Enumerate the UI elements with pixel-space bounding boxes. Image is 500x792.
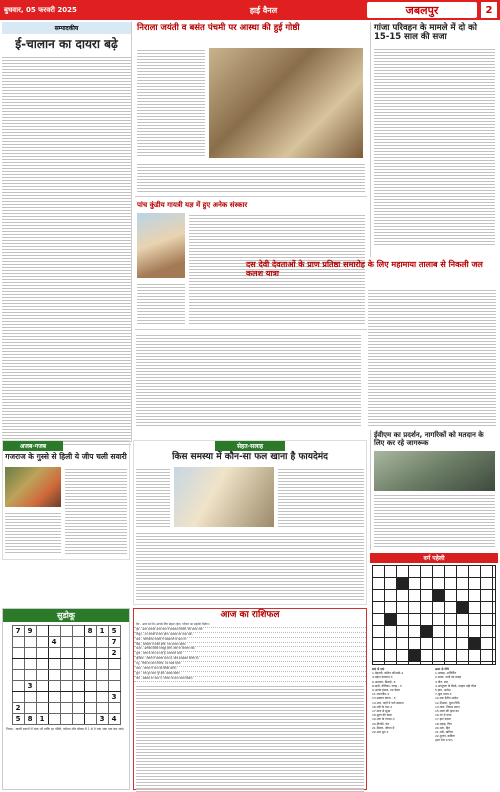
sudoku-cell[interactable] (60, 692, 72, 703)
across-clues (372, 671, 433, 734)
raashifal-section (133, 608, 367, 790)
health-box (133, 440, 367, 605)
sudoku-cell[interactable] (36, 648, 48, 659)
clue-item: 7.फूल माला-3 (435, 692, 452, 697)
sudoku-cell[interactable] (36, 703, 48, 714)
sudoku-cell[interactable] (72, 670, 84, 681)
clue-item: 14.मान, जहाँ में पाने कामना (372, 700, 404, 705)
sudoku-cell[interactable] (60, 626, 72, 637)
sudoku-cell[interactable] (60, 714, 72, 725)
sudoku-cell[interactable] (108, 681, 120, 692)
sudoku-cell[interactable] (108, 659, 120, 670)
down-clues (435, 671, 496, 742)
clue-item: 3.गीत, स्वर (435, 679, 449, 684)
clue-item: 16.नदी के घाट-3 (372, 704, 393, 709)
sudoku-cell[interactable] (36, 692, 48, 703)
sudoku-cell[interactable] (12, 637, 24, 648)
sudoku-cell[interactable] (84, 681, 96, 692)
paper-name: हाई वैनल (249, 5, 278, 15)
clue-item: 10.एक दैवीय आदेश (435, 696, 459, 701)
sudoku-row (12, 714, 120, 725)
sudoku-row (12, 681, 120, 692)
sudoku-cell[interactable] (12, 670, 24, 681)
clue-item: 22.पुराण, कविता (435, 734, 455, 739)
clue-item: 11.नयनगीत-4 (372, 692, 390, 697)
das-devi-story (246, 258, 498, 428)
sudoku-cell[interactable] (72, 626, 84, 637)
editorial-body (2, 55, 131, 445)
health-body-right (278, 467, 364, 527)
sudoku-cell[interactable]: 4 (48, 637, 60, 648)
raashi-item: कन्या - आर्थिक स्थिति मजबूत होगी, खर्च पर नियंत्रण रखें। (134, 647, 366, 652)
sudoku-row (12, 626, 120, 637)
sudoku-cell[interactable] (24, 670, 36, 681)
clue-item: 4.महान बलवान-3 (372, 675, 393, 680)
sudoku-cell[interactable] (84, 648, 96, 659)
clue-item: 17.हाट बदला (435, 717, 451, 722)
clue-item: 17.कण से सूक्ष्म (372, 709, 391, 714)
sudoku-cell[interactable]: 5 (12, 714, 24, 725)
sudoku-cell[interactable] (96, 703, 108, 714)
sudoku-cell[interactable] (12, 659, 24, 670)
sudoku-cell[interactable] (24, 637, 36, 648)
sudoku-row (12, 670, 120, 681)
ajab-tag: अजब-गजब (3, 441, 63, 451)
clue-item: 21.सिगार, जीवन में (372, 725, 395, 730)
raashi-item: कुंभ - रुके हुए काम पूरे होंगे, उत्साह बढ़ेगा। (134, 672, 366, 677)
sudoku-cell[interactable] (48, 681, 60, 692)
clue-item: 5.हाय, आदेश (435, 688, 451, 693)
gayatri-headline: पांच कुंडीय गायत्री यज्ञ में हुए अनेक संस्कार (137, 201, 248, 209)
ajab-photo (5, 467, 61, 507)
ajab-body-left (5, 511, 61, 555)
raashi-item: धनु - मित्रों का साथ मिलेगा, मन प्रसन्न रहेगा। (134, 662, 366, 667)
sudoku-cell[interactable] (48, 692, 60, 703)
sudoku-cell[interactable] (60, 703, 72, 714)
crossword-grid[interactable] (372, 565, 496, 665)
clue-item: 1.मेहनती, कठिन परिश्रमी-4 (372, 671, 404, 676)
sudoku-cell[interactable] (72, 648, 84, 659)
sudoku-cell[interactable] (96, 637, 108, 648)
clue-item: 4.आभूषण के डिब्बे, उपहार बड़ी चीज़ (435, 683, 477, 688)
sudoku-row (12, 659, 120, 670)
clue-item: 16.रंग में पाया (435, 713, 452, 718)
sudoku-cell[interactable] (96, 681, 108, 692)
sudoku-cell[interactable] (60, 648, 72, 659)
sudoku-cell[interactable] (12, 692, 24, 703)
down-title: ऊपर से नीचे (435, 667, 449, 671)
sudoku-cell[interactable]: 2 (108, 648, 120, 659)
sudoku-cell[interactable] (36, 637, 48, 648)
clue-item: 6.आलस्य, ढिलाई -5 (372, 679, 396, 684)
clue-item: 13.प्रस्ताव करना - 5 (372, 696, 396, 701)
sudoku-cell[interactable]: 4 (108, 714, 120, 725)
sudoku-cell[interactable] (60, 670, 72, 681)
raashi-item: मेष - आज का दिन आपके लिए बेहतर रहेगा, परिवार का सहयोग मिलेगा। (134, 623, 366, 628)
health-tag: सेहत-सलाह (215, 441, 285, 451)
sudoku-row (12, 648, 120, 659)
sudoku-cell[interactable] (108, 670, 120, 681)
clue-item: 12.शिक्षण, पूजा विधि (435, 700, 460, 705)
sudoku-cell[interactable] (84, 659, 96, 670)
sudoku-cell[interactable]: 7 (12, 626, 24, 637)
raashi-item: मीन - स्वास्थ्य पर ध्यान दें, परिवार के साथ समय बिताएं। (134, 677, 366, 682)
sudoku-cell[interactable]: 7 (108, 637, 120, 648)
clue-item: 2.समय, पानी का प्रवाह (435, 675, 461, 680)
sudoku-cell[interactable] (84, 692, 96, 703)
page-number: 2 (481, 2, 497, 18)
crossword-section (370, 553, 498, 789)
sudoku-cell[interactable] (48, 703, 60, 714)
election-story (370, 430, 498, 550)
sudoku-cell[interactable] (96, 659, 108, 670)
clue-item: 15.माता की कृपा का (435, 709, 459, 714)
issue-date: बुधवार, 05 फरवरी 2025 (4, 5, 77, 14)
masthead-bar (0, 0, 500, 20)
sudoku-cell[interactable] (96, 670, 108, 681)
raashi-item: वृष - आज आपको अपने काम में सफलता मिलेगी, धैर्य बनाए रखें। (134, 628, 366, 633)
sudoku-cell[interactable] (72, 703, 84, 714)
clue-item: 13.ताल, निवास स्थान (435, 704, 460, 709)
raashi-item: तुला - यात्रा के योग बन रहे हैं, सावधानी बरतें। (134, 652, 366, 657)
raashi-item: कर्क - पारिवारिक मामलों में समझदारी से काम लें। (134, 638, 366, 643)
sudoku-section (2, 608, 130, 790)
sudoku-cell[interactable]: 5 (108, 626, 120, 637)
sudoku-cell[interactable] (72, 692, 84, 703)
clue-item: 18.पहाड़, चित्र (435, 721, 452, 726)
sudoku-cell[interactable]: 8 (24, 714, 36, 725)
sudoku-cell[interactable] (72, 637, 84, 648)
sudoku-cell[interactable] (60, 681, 72, 692)
lead-photo (209, 48, 363, 158)
sudoku-cell[interactable] (12, 648, 24, 659)
gayatri-body-left (137, 282, 185, 325)
election-photo (374, 451, 495, 491)
clue-item: 20.तिरकी, पेश (372, 721, 390, 726)
health-body-left (136, 467, 170, 527)
sudoku-cell[interactable] (84, 714, 96, 725)
raashi-item: मकर - व्यापार में लाभ की स्थिति बनेगी। (134, 667, 366, 672)
sudoku-cell[interactable] (72, 714, 84, 725)
lead-story (135, 22, 367, 197)
das-devi-body-left (136, 333, 361, 426)
election-body (374, 493, 495, 548)
ajab-body (65, 467, 127, 555)
sudoku-row (12, 637, 120, 648)
sudoku-rule: नियम:- खाली स्थानों में अंक भरें ताकि हर पंक्ति, कॉलम और बॉक्स में 1 से 9 तक अंक एक बार आएं। (6, 727, 125, 731)
sudoku-cell[interactable] (60, 637, 72, 648)
sudoku-title: सुडोकू (3, 609, 129, 622)
sudoku-cell[interactable] (36, 670, 48, 681)
sudoku-cell[interactable] (72, 659, 84, 670)
sudoku-cell[interactable] (24, 659, 36, 670)
das-devi-headline: दस देवी देवताओं के प्राण प्रतिष्ठा समारोह के लिए महामाया तालाब से निकली जल कलश यात्रा (246, 260, 483, 279)
sudoku-cell[interactable] (96, 692, 108, 703)
health-photo (174, 467, 274, 527)
sudoku-cell[interactable] (48, 626, 60, 637)
sudoku-cell[interactable] (60, 659, 72, 670)
raashi-item: वृश्चिक - नौकरी में बदलाव संभव है, सोच-समझकर निर्णय लें। (134, 657, 366, 662)
ajab-gajab-box (2, 440, 130, 560)
sudoku-cell[interactable] (48, 714, 60, 725)
sudoku-cell[interactable] (84, 670, 96, 681)
raashi-item: मिथुन - नए संपर्कों से लाभ होगा, स्वास्थ्य का ध्यान रखें। (134, 633, 366, 638)
lead-headline: निराला जयंती व बसंत पंचमी पर आस्था की हुई गोष्ठी (137, 23, 300, 33)
sudoku-cell[interactable] (84, 703, 96, 714)
sudoku-cell[interactable] (24, 703, 36, 714)
sudoku-cell[interactable]: 3 (96, 714, 108, 725)
health-headline: किस समस्या में कौन-सा फल खाना है फायदेमंद (172, 452, 328, 462)
health-body-bottom (136, 531, 364, 601)
sudoku-cell[interactable]: 1 (36, 714, 48, 725)
sudoku-cell[interactable] (84, 637, 96, 648)
sudoku-cell[interactable] (72, 681, 84, 692)
sudoku-cell[interactable] (24, 692, 36, 703)
across-title: बाएं से दाएं (372, 667, 385, 671)
raashifal-list (134, 623, 366, 682)
election-headline: ईवीएम का प्रदर्शन, नागरिकों को मतदान के लिए कर रहे जागरूक (374, 431, 484, 447)
clue-item: 22.अन्न पूरा-3 (372, 730, 389, 735)
editorial-column (2, 22, 132, 442)
sudoku-cell[interactable] (12, 681, 24, 692)
clue-item: 21.नदी, खनिज (435, 730, 453, 735)
crossword-title: वर्ग पहेली (370, 553, 498, 563)
clue-item: 18.सुरंग की कला (372, 713, 392, 718)
ganja-headline: गांजा परिवहन के मामले में दो को 15-15 साल की सजा (374, 23, 477, 43)
lead-body-left (137, 48, 205, 158)
sudoku-cell[interactable] (36, 659, 48, 670)
ganja-body (374, 47, 495, 247)
sudoku-cell[interactable] (96, 648, 108, 659)
das-devi-body (368, 288, 496, 426)
editorial-headline: ई-चालान का दायरा बढ़े (15, 37, 118, 51)
lead-body-bottom (137, 162, 365, 194)
city-name: जबलपुर (367, 2, 477, 18)
sudoku-grid[interactable] (12, 625, 121, 725)
sudoku-cell[interactable] (24, 648, 36, 659)
raashifal-extra-text (136, 684, 364, 792)
clue-item: 19.पता के गरुआ-3 (372, 717, 395, 722)
sudoku-row (12, 692, 120, 703)
sudoku-cell[interactable] (36, 626, 48, 637)
sudoku-cell[interactable]: 3 (108, 692, 120, 703)
clue-item: 9.आनंद हंसना, रस केसर (372, 688, 400, 693)
sudoku-cell[interactable] (48, 648, 60, 659)
sudoku-cell[interactable]: 8 (84, 626, 96, 637)
clue-item: 1.उत्साह, अनिर्णित (435, 671, 457, 676)
clue-item: (हल पेज 9 पर) (435, 738, 453, 743)
clue-item: 20.पता, हित (435, 725, 450, 730)
clue-item: 8.दादी, तीतिका, जगह - 5 (372, 683, 402, 688)
editorial-label: सम्पादकीय (2, 22, 131, 34)
sudoku-cell[interactable]: 9 (24, 626, 36, 637)
sudoku-cell[interactable] (48, 670, 60, 681)
ajab-headline: गजराज के गुस्से से हिली ये जीप चली सवारी (5, 452, 127, 461)
sudoku-cell[interactable] (48, 659, 60, 670)
raashifal-title: आज का राशिफल (220, 610, 280, 620)
sudoku-cell[interactable] (108, 703, 120, 714)
sudoku-row (12, 703, 120, 714)
ganja-story (370, 22, 498, 257)
sudoku-cell[interactable]: 2 (12, 703, 24, 714)
raashi-item: सिंह - कार्यक्षेत्र में प्रगति होगी, मान-सम्मान बढ़ेगा। (134, 643, 366, 648)
sudoku-cell[interactable]: 1 (96, 626, 108, 637)
sudoku-cell[interactable]: 3 (24, 681, 36, 692)
sudoku-cell[interactable] (36, 681, 48, 692)
